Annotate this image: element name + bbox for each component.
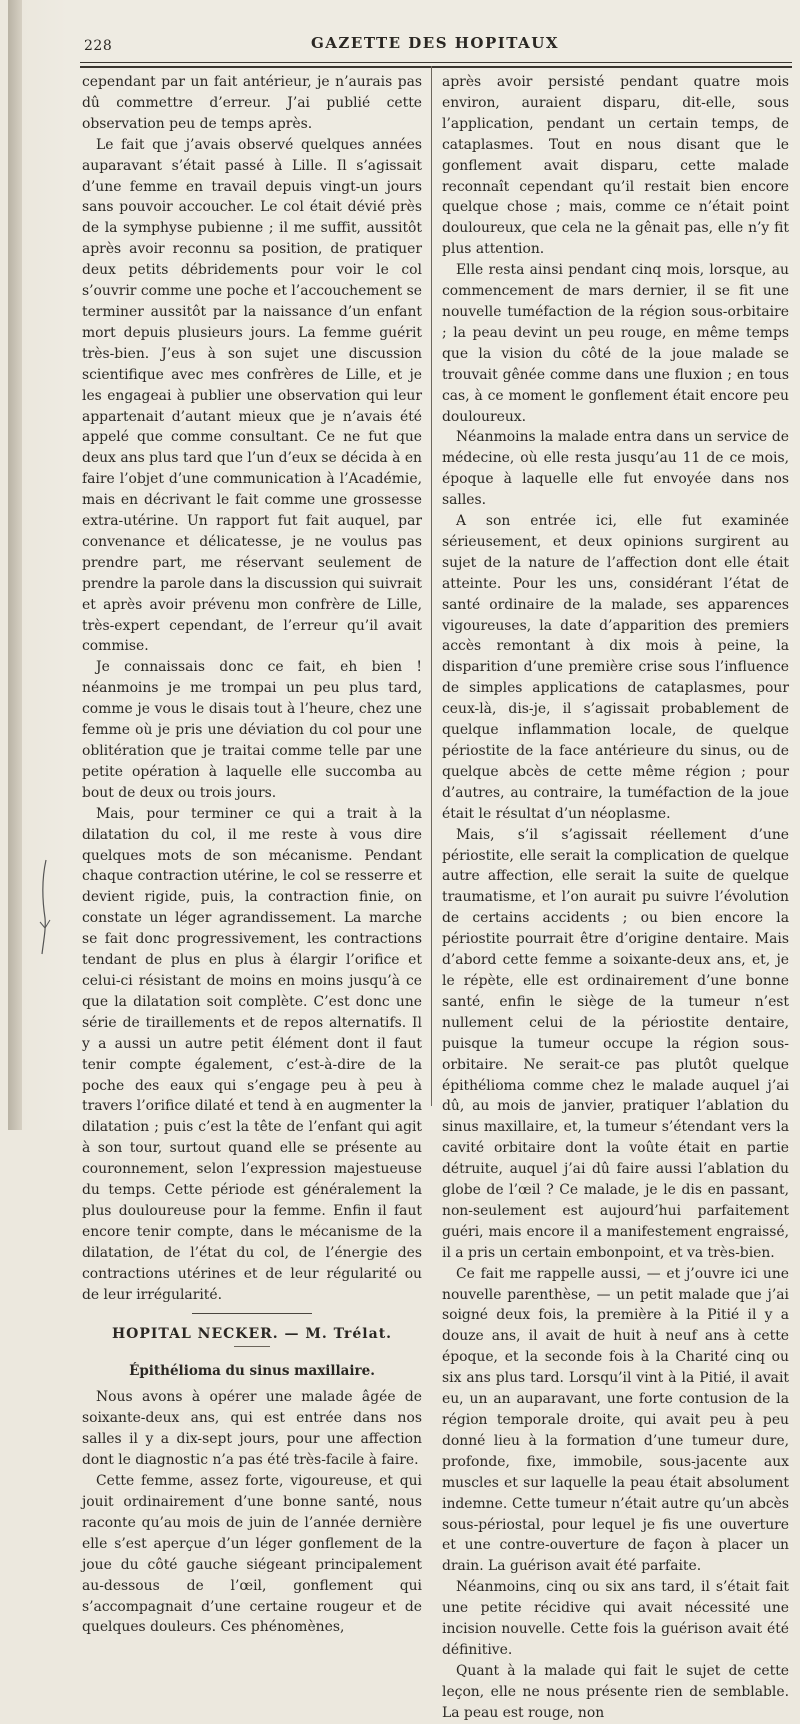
paragraph: Elle resta ainsi pendant cinq mois, lorsque, au commencement de mars dernier, il se fit une nouvelle tuméfaction de la région sous-orbitaire ; la peau devint un peu rouge, en même temps que la vision du côté de la joue malade se trouvait gênée comme dans une fluxion ; en tous cas, à ce moment le gonflement était encore peu douloureux.	[442, 262, 789, 425]
header-rule-thick	[80, 66, 792, 68]
article-title: Épithélioma du sinus maxillaire.	[129, 1363, 375, 1380]
section-separator	[192, 1313, 312, 1314]
paragraph: Le fait que j’avais observé quelques années auparavant s’était passé à Lille. Il s’agissait d’une femme en travail depuis vingt-un jours sans pouvoir accoucher. Le col était dévié près de la symphyse pubienne ; il me suffit, aussitôt après avoir reconnu sa position, de pratiquer deux petits débridements pour voir le col s’ouvrir comme une poche et l’accouchement se terminer aussitôt par la naissance d’un enfant mort depuis plusieurs jours. La femme guérit très-bien. J’eus à son sujet une discussion scientifique avec mes confrères de Lille, et je les engageai à publier une observation qui leur appartenait d’autant mieux que je n’avais été appelé que comme consultant. Ce ne fut que deux ans plus tard que l’un d’eux se décida à en faire l’objet d’une communication à l’Académie, mais en décrivant le fait comme une grossesse extra-utérine. Un rapport fut fait auquel, par convenance et délicatesse, je ne voulus pas prendre part, me réservant seulement de prendre la parole dans la discussion qui suivrait et après avoir prévenu mon confrère de Lille, très-expert cependant, de l’erreur qu’il avait commise.	[82, 136, 422, 655]
paragraph: Néanmoins, cinq ou six ans tard, il s’était fait une petite récidive qui avait nécessité une incision nouvelle. Cette fois la guérison avait été définitive.	[442, 1579, 789, 1658]
page-number: 228	[84, 38, 113, 54]
running-header	[84, 34, 786, 58]
left-column	[82, 72, 422, 1638]
paragraph: Nous avons à opérer une malade âgée de soixante-deux ans, qui est entrée dans nos salles il y a dix-sept jours, pour une affection dont le diagnostic n’a pas été très-facile à faire.	[82, 1389, 422, 1469]
handwritten-margin-mark	[36, 858, 56, 958]
paragraph: Mais, pour terminer ce qui a trait à la dilatation du col, il me reste à vous dire quelques mots de son mécanisme. Pendant chaque contraction utérine, le col se resserre et devient rigide, puis, la contraction finie, on constate un léger agrandissement. La marche se fait donc progressivement, les contractions tendant de plus en plus à élargir l’orifice et celui-ci résistant de moins en moins jusqu’à ce que la dilatation soit complète. C’est donc une série de tiraillements et de repos alternatifs. Il y a aussi un autre petit élément dont il faut tenir compte également, c’est-à-dire de la poche des eaux qui s’engage peu à peu à travers l’orifice dilaté et tend à en augmenter la dilatation ; puis c’est la tête de l’enfant qui agit à son tour, surtout quand elle se présente au couronnement, selon l’expression majestueuse du temps. Cette période est généralement la plus douloureuse pour la femme. Enfin il faut encore tenir compte, dans le mécanisme de la dilatation, de l’état du col, de l’énergie des contractions utérines et de leur régularité ou de leur irrégularité.	[82, 805, 422, 1303]
paragraph: Cette femme, assez forte, vigoureuse, et qui jouit ordinairement d’une bonne santé, nous raconte qu’au mois de juin de l’année dernière elle s’est aperçue d’un léger gonflement de la joue du côté gauche siégeant principalement au-dessous de l’œil, gonflement qui s’accompagnait d’une certaine rougeur et de quelques douleurs. Ces phénomènes,	[82, 1473, 422, 1636]
paragraph: après avoir persisté pendant quatre mois environ, auraient disparu, dit-elle, sous l’application, pendant un certain temps, de cataplasmes. Tout en nous disant que le gonflement avait disparu, cette malade reconnaît cependant qu’il restait bien encore quelque chose ; mais, comme ce n’était point douloureux, que cela ne la gênait pas, elle n’y fit plus attention.	[442, 74, 789, 258]
column-divider	[431, 66, 432, 1106]
paragraph: Ce fait me rappelle aussi, — et j’ouvre ici une nouvelle parenthèse, — un petit malade que j’ai soigné deux fois, la première à la Pitié il y a douze ans, il avait de huit à neuf ans à cette époque, et la seconde fois à la Charité cinq ou six ans plus tard. Lorsqu’il vint à la Pitié, il avait eu, un an auparavant, une forte contusion de la région temporale droite, qui avait peu à peu donné lieu à la formation d’une tumeur dure, profonde, fixe, immobile, sous-jacente aux muscles et sur laquelle la peau était absolument indemne. Cette tumeur n’était autre qu’un abcès sous-périostal, pour lequel je fis une ouverture et une contre-ouverture de façon à placer un drain. La guérison avait été parfaite.	[442, 1265, 789, 1575]
paragraph: Mais, s’il s’agissait réellement d’une périostite, elle serait la complication de quelque autre affection, elle serait la suite de quelque traumatisme, et l’on aurait pu suivre l’évolution de certains accidents ; ou bien encore la périostite pourrait être d’origine dentaire. Mais d’abord cette femme a soixante-deux ans, et, je le répète, elle est ordinairement d’une bonne santé, enfin le siège de la tumeur n’est nullement celui de la périostite dentaire, puisque la tumeur occupe la région sous-orbitaire. Ne serait-ce pas plutôt quelque épithélioma comme chez le malade auquel j’ai dû, au mois de janvier, pratiquer l’ablation du sinus maxillaire, et, la tumeur s’étendant vers la cavité orbitaire dont la voûte était en partie détruite, auquel j’ai dû faire aussi l’ablation du globe de l’œil ? Ce malade, je le dis en passant, non-seulement est aujourd’hui parfaitement guéri, mais encore il a manifestement engraissé, il a pris un certain embonpoint, et va très-bien.	[442, 826, 789, 1261]
paragraph: cependant par un fait antérieur, je n’aurais pas dû commettre d’erreur. J’ai publié cette observation peu de temps après.	[82, 74, 422, 132]
right-column	[442, 72, 789, 1724]
journal-title: GAZETTE DES HOPITAUX	[310, 34, 559, 52]
binding-edge	[8, 0, 22, 1130]
paragraph: Je connaissais donc ce fait, eh bien ! néanmoins je me trompai un peu plus tard, comme je vous le disais tout à l’heure, chez une femme où je pris une déviation du col pour une oblitération que je traitai comme telle par une petite opération à laquelle elle succomba au bout de deux ou trois jours.	[82, 659, 422, 801]
section-heading: HOPITAL NECKER. — M. Trélat.	[111, 1326, 393, 1343]
paragraph: Quant à la malade qui fait le sujet de cette leçon, elle ne nous présente rien de semblable. La peau est rouge, non	[442, 1662, 789, 1721]
header-rule-thin	[80, 62, 792, 63]
paragraph: A son entrée ici, elle fut examinée sérieusement, et deux opinions surgirent au sujet de la nature de l’affection dont elle était atteinte. Pour les uns, considérant l’état de santé ordinaire de la malade, ses apparences vigoureuses, la date d’apparition des premiers accès remontant à dix mois à peine, la disparition d’une première crise sous l’influence de simples applications de cataplasmes, pour ceux-là, dis-je, il s’agissait probablement de quelque inflammation locale, de quelque périostite de la face antérieure du sinus, ou de quelque abcès de cette même région ; pour d’autres, au contraire, la tuméfaction de la joue était le résultat d’un néoplasme.	[442, 513, 789, 822]
heading-rule	[234, 1346, 270, 1347]
paragraph: Néanmoins la malade entra dans un service de médecine, où elle resta jusqu’au 11 de ce mois, époque à laquelle elle fut envoyée dans nos salles.	[442, 429, 789, 509]
